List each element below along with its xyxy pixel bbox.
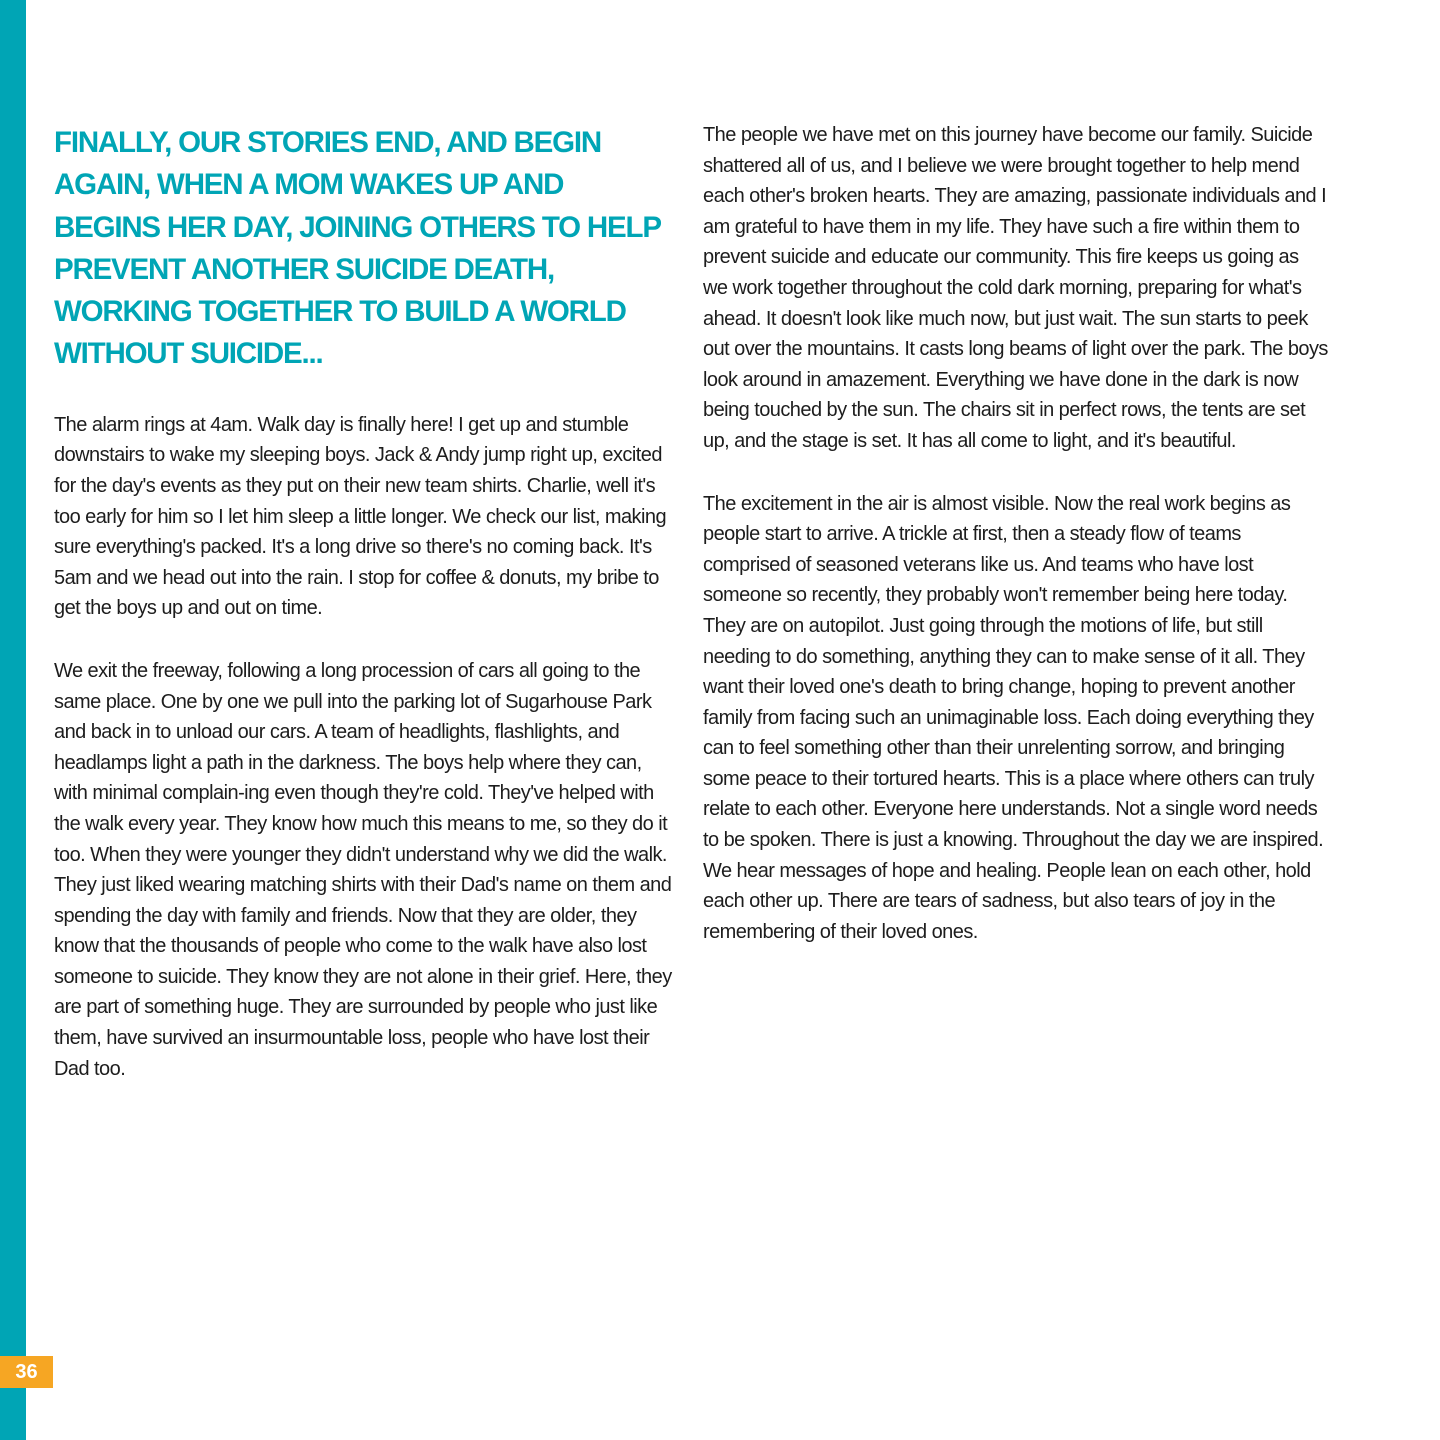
body-paragraph: The people we have met on this journey have become our family. Suicide shattered all of us, and I believe we were brought together to help mend each other's broken hearts. They are amazing, passionate individuals and I am grateful to have them in my life. They have such a fire within them to prevent suicide and educate our community. This fire keeps us going as we work together throughout the cold dark morning, preparing for what's ahead. It doesn't look like much now, but just wait. The sun starts to peek out over the mountains. It casts long beams of light over the park. The boys look around in amazement. Everything we have done in the dark is now being touched by the sun. The chairs sit in perfect rows, the tents are set up, and the stage is set. It has all come to light, and it's beautiful. — [703, 124, 1328, 452]
left-column — [54, 122, 672, 1116]
accent-side-bar — [0, 0, 26, 1440]
right-column — [703, 120, 1328, 979]
body-paragraph: We exit the freeway, following a long procession of cars all going to the same place. One by one we pull into the parking lot of Sugarhouse Park and back in to unload our cars. A team of headlights, flashlights, and headlamps light a path in the darkness. The boys help where they can, with minimal complain-ing even though they're cold. They've helped with the walk every year. They know how much this means to me, so they do it too. When they were younger they didn't understand why we did the walk. They just liked wearing matching shirts with their Dad's name on them and spending the day with family and friends. Now that they are older, they know that the thousands of people who come to the walk have also lost someone to suicide. They know they are not alone in their grief. Here, they are part of something huge. They are surrounded by people who just like them, have survived an insurmountable loss, people who have lost their Dad too. — [54, 659, 672, 1080]
body-paragraph: The alarm rings at 4am. Walk day is finally here! I get up and stumble downstairs to wake my sleeping boys. Jack & Andy jump right up, excited for the day's events as they put on their new team shirts. Charlie, well it's too early for him so I let him sleep a little longer. We check our list, making sure everything's packed. It's a long drive so there's no coming back. It's 5am and we head out into the rain. I stop for coffee & donuts, my bribe to get the boys up and out on time. — [54, 413, 667, 620]
page-number-badge: 36 — [0, 1356, 53, 1388]
body-paragraph: The excitement in the air is almost visible. Now the real work begins as people start to arrive. A trickle at first, then a steady flow of teams comprised of seasoned veterans like us. And teams who have lost someone so recently, they probably won't remember being here today. They are on autopilot. Just going through the motions of life, but still needing to do something, anything they can to make sense of it all. They want their loved one's death to bring change, hoping to prevent another family from facing such an unimaginable loss. Each doing everything they can to feel something other than their unrelenting sorrow, and bringing some peace to their tortured hearts. This is a place where others can truly relate to each other. Everyone here understands. Not a single word needs to be spoken. There is just a knowing. Throughout the day we are inspired. We hear messages of hope and healing. People lean on each other, hold each other up. There are tears of sadness, but also tears of joy in the remembering of their loved ones. — [703, 492, 1324, 943]
headline: FINALLY, OUR STORIES END, AND BEGIN AGAIN, WHEN A MOM WAKES UP AND BEGINS HER DAY, JOINING OTHERS TO HELP PREVENT ANOTHER SUICIDE DEATH, WORKING TOGETHER TO BUILD A WORLD WITHOUT SUICIDE... — [54, 126, 661, 371]
